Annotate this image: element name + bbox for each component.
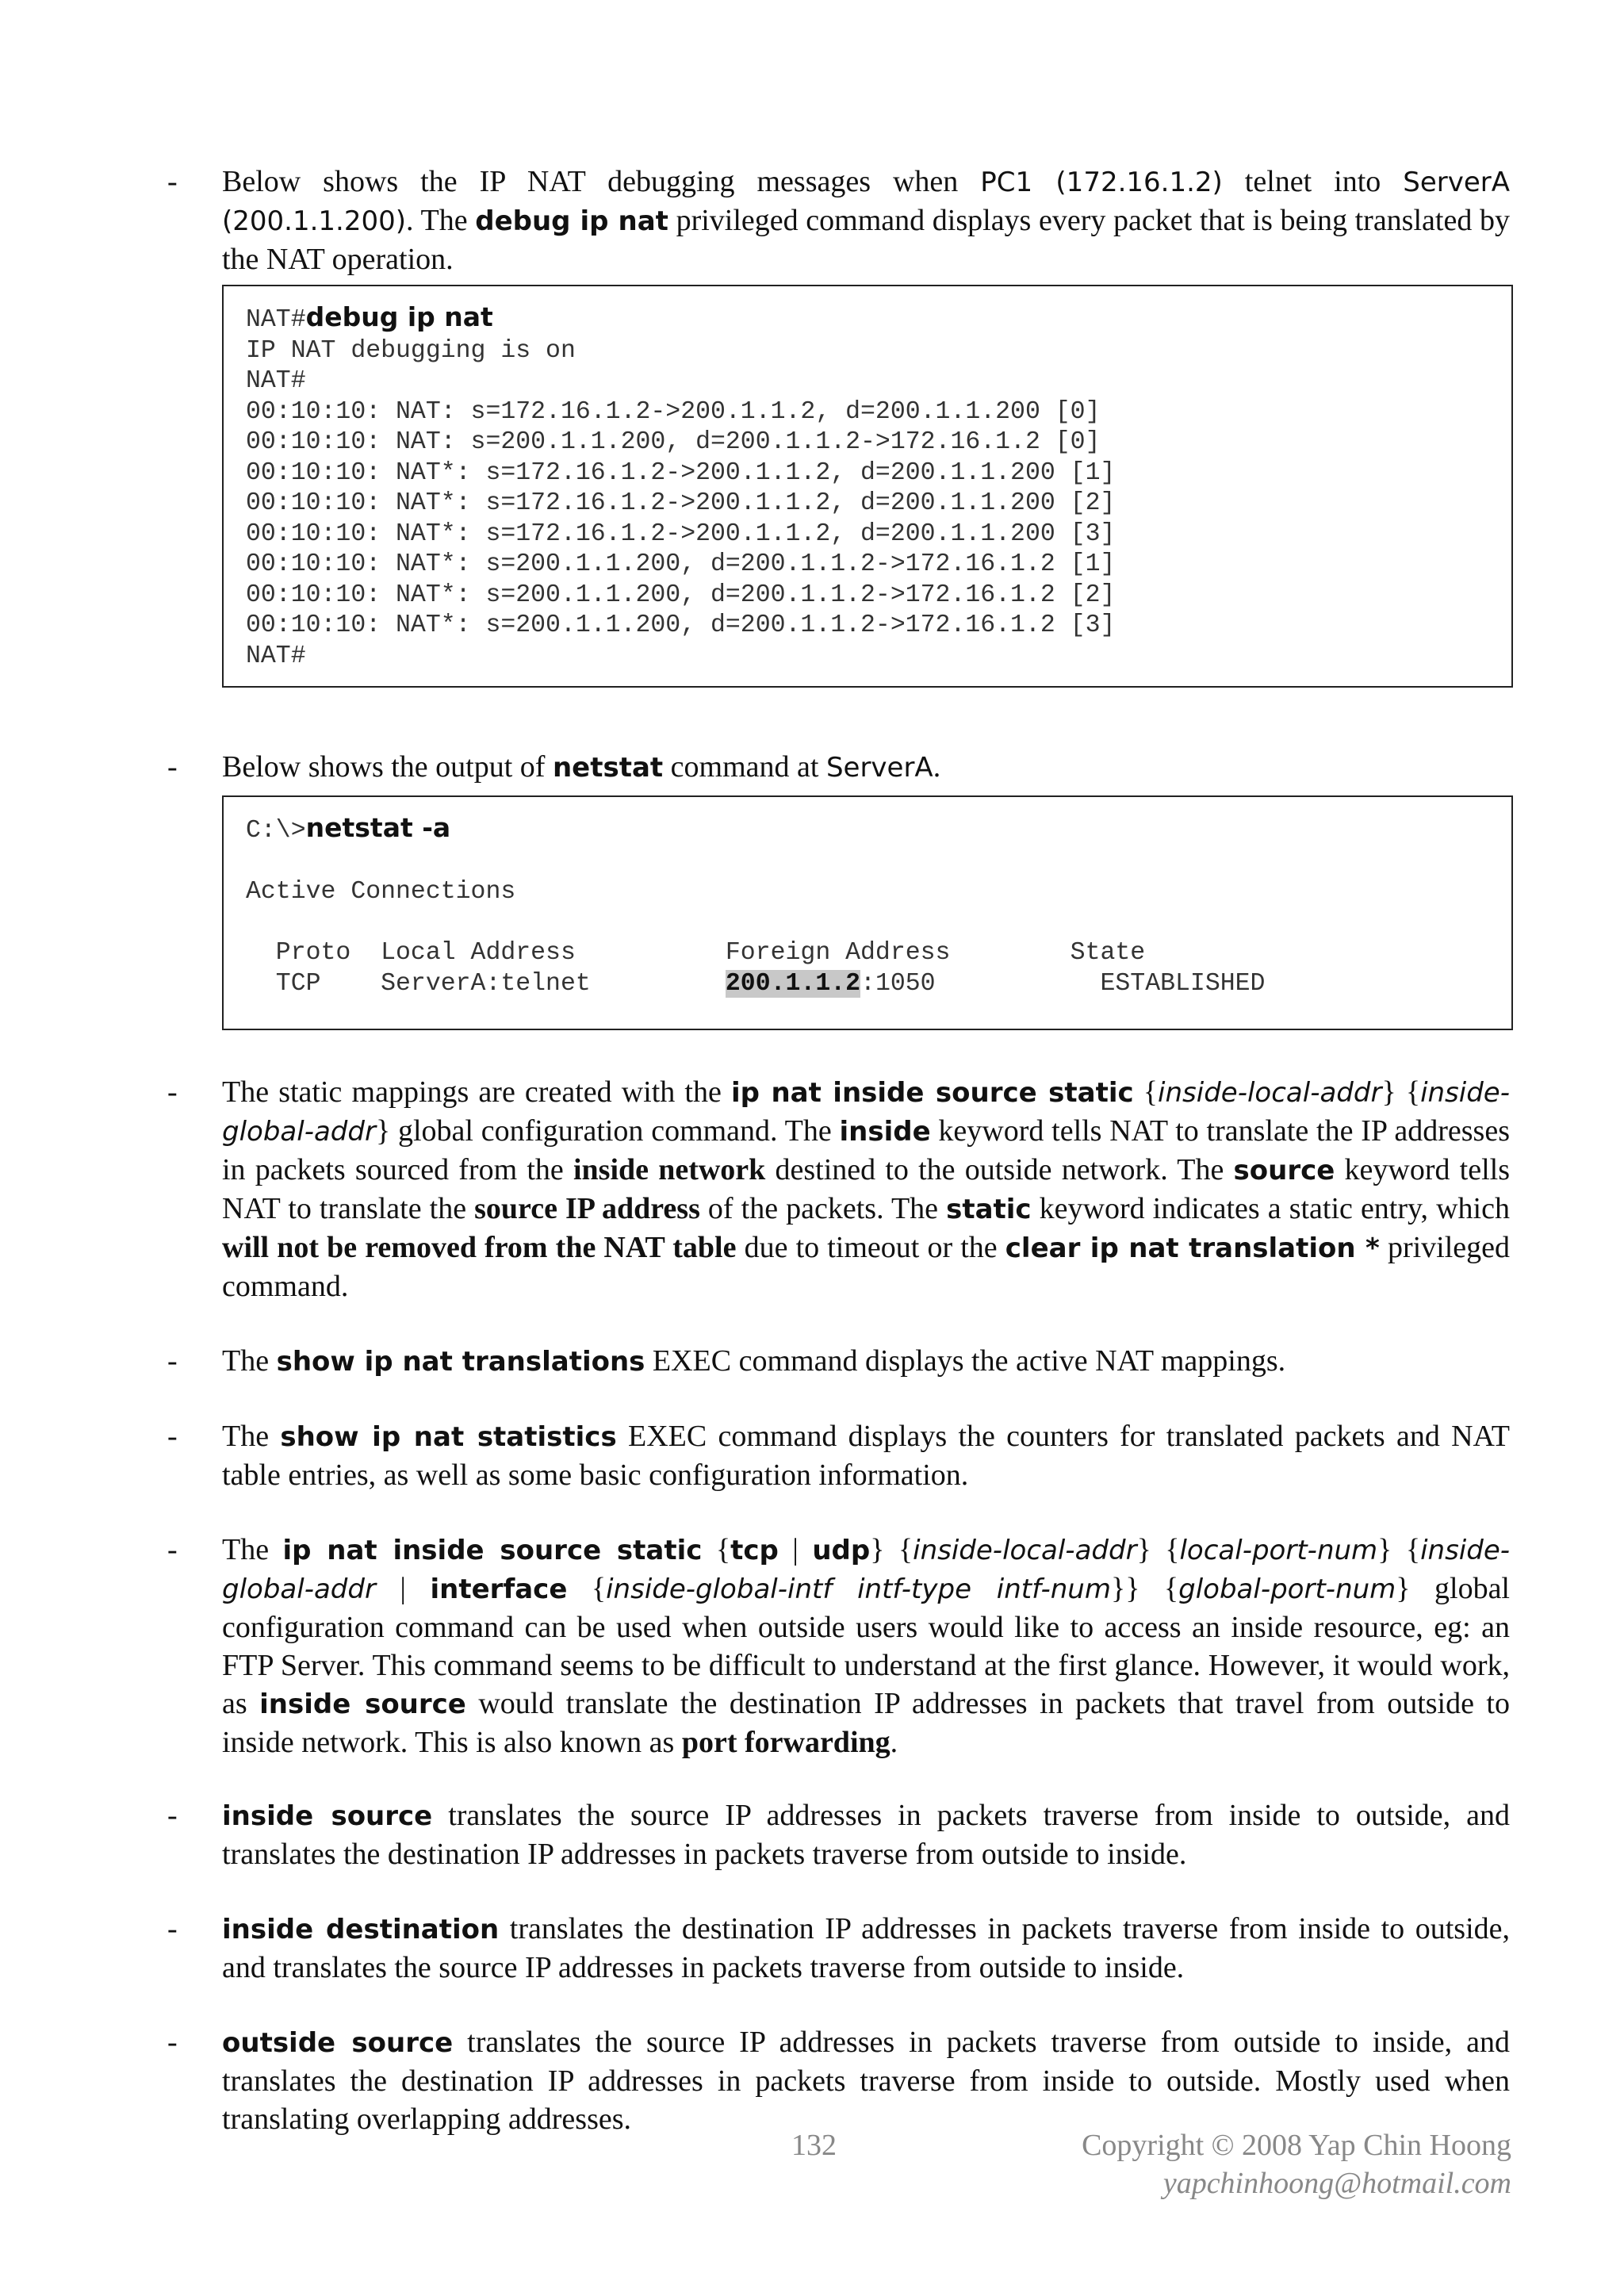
debug-line: NAT# (246, 642, 306, 670)
author-email: yapchinhoong@hotmail.com (1162, 2167, 1511, 2200)
debug-line: 00:10:10: NAT*: s=200.1.1.200, d=200.1.1.2->172.16.1.2 [3] (246, 611, 1116, 639)
paragraph-inside-source: inside source translates the source IP addresses in packets traverse from inside to outside, and translates the destination IP addresses in packets traverse from outside to inside. (222, 1799, 1510, 1871)
debug-line: NAT# (246, 367, 306, 395)
bullet-item-port-forwarding (167, 1531, 1511, 1761)
copyright-text: Copyright © 2008 Yap Chin Hoong (1082, 2129, 1511, 2162)
debug-line: 00:10:10: NAT*: s=172.16.1.2->200.1.1.2, d=200.1.1.200 [1] (246, 458, 1116, 487)
debug-line: 00:10:10: NAT*: s=172.16.1.2->200.1.1.2, d=200.1.1.200 [2] (246, 489, 1116, 517)
bullet-dash: - (167, 1075, 178, 1109)
netstat-output-box (222, 795, 1513, 1030)
debug-line: IP NAT debugging is on (246, 336, 576, 365)
bullet-dash: - (167, 1344, 178, 1378)
paragraph-show-statistics: The show ip nat statistics EXEC command displays the counters for translated packets and NAT table entries, as well as some basic configuration information. (222, 1420, 1510, 1492)
bullet-dash: - (167, 1533, 178, 1566)
paragraph-show-translations: The show ip nat translations EXEC command displays the active NAT mappings. (222, 1344, 1286, 1378)
paragraph-outside-source: outside source translates the source IP addresses in packets traverse from outside to inside, and translates the destination IP addresses in packets traverse from inside to outside. Mostly used when translating overlapping addresses. (222, 2026, 1510, 2136)
bullet-dash: - (167, 1799, 178, 1832)
bullet-item-netstat-intro (167, 748, 1510, 787)
debug-line: 00:10:10: NAT*: s=172.16.1.2->200.1.1.2, d=200.1.1.200 [3] (246, 519, 1116, 548)
paragraph-inside-destination: inside destination translates the destination IP addresses in packets traverse from inside to outside, and translates the source IP addresses in packets traverse from outside to inside. (222, 1912, 1511, 1984)
blank-line (246, 847, 1489, 878)
page-number: 132 (791, 2129, 837, 2162)
paragraph-debug-intro: Below shows the IP NAT debugging messages when PC1 (172.16.1.2) telnet into ServerA (200.1.1.200). The debug ip nat privileged command displays every packet that is being translated by the NAT operation. (222, 165, 1510, 276)
debug-line: 00:10:10: NAT: s=200.1.1.200, d=200.1.1.2->172.16.1.2 [0] (246, 428, 1101, 456)
bullet-item-inside-source (167, 1796, 1510, 1873)
bullet-item-static-mapping (167, 1073, 1511, 1305)
servera-label: ServerA (200.1.1.200) (222, 167, 1510, 237)
debug-command-ref: debug ip nat (475, 205, 668, 237)
netstat-prompt-line: C:\>netstat -a (246, 812, 451, 845)
bullet-dash: - (167, 1912, 178, 1945)
netstat-title: Active Connections (246, 878, 516, 906)
paragraph-static-mapping: The static mappings are created with the ip nat inside source static {inside-local-addr} {inside-global-addr} global configuration command. The inside keyword tells NAT to translate the IP addresses in packets sourced from the inside network destined to the outside network. The source keyword tells NAT to translate the source IP address of the packets. The static keyword indicates a static entry, which will not be removed from the NAT table due to timeout or the clear ip nat translation * privileged command. (222, 1075, 1511, 1303)
bullet-item-outside-source (167, 2023, 1510, 2138)
paragraph-netstat-intro: Below shows the output of netstat command at ServerA. (222, 750, 941, 784)
bullet-dash: - (167, 165, 178, 198)
bullet-item-debug-intro (167, 163, 1510, 278)
netstat-row: TCP ServerA:telnet 200.1.1.2:1050 ESTABLISHED (246, 969, 1266, 998)
debug-line: 00:10:10: NAT*: s=200.1.1.200, d=200.1.1.2->172.16.1.2 [2] (246, 581, 1116, 609)
paragraph-port-forwarding: The ip nat inside source static {tcp | udp} {inside-local-addr} {local-port-num} {inside-global-addr | interface {inside-global-intf intf-type intf-num}} {global-port-num} global configuration command can be used when outside users would like to access an inside resource, eg: an FTP Server. This command seems to be difficult to understand at the first glance. However, it would work, as inside source would translate the destination IP addresses in packets that travel from outside to inside network. This is also known as port forwarding. (222, 1533, 1511, 1759)
debug-line: 00:10:10: NAT: s=172.16.1.2->200.1.1.2, d=200.1.1.200 [0] (246, 397, 1101, 426)
netstat-header: Proto Local Address Foreign Address State (246, 939, 1146, 967)
bullet-item-show-translations (167, 1342, 1510, 1381)
bullet-item-inside-destination (167, 1910, 1511, 1987)
debug-prompt-line: NAT#debug ip nat (246, 301, 493, 334)
bullet-dash: - (167, 2026, 178, 2059)
bullet-dash: - (167, 750, 178, 784)
debug-output-box (222, 285, 1513, 688)
blank-line (246, 908, 1489, 939)
bullet-dash: - (167, 1420, 178, 1453)
pc1-label: PC1 (172.16.1.2) (980, 167, 1223, 198)
bullet-item-show-statistics (167, 1417, 1510, 1494)
highlighted-address: 200.1.1.2 (725, 969, 861, 998)
debug-line: 00:10:10: NAT*: s=200.1.1.200, d=200.1.1.2->172.16.1.2 [1] (246, 550, 1116, 578)
